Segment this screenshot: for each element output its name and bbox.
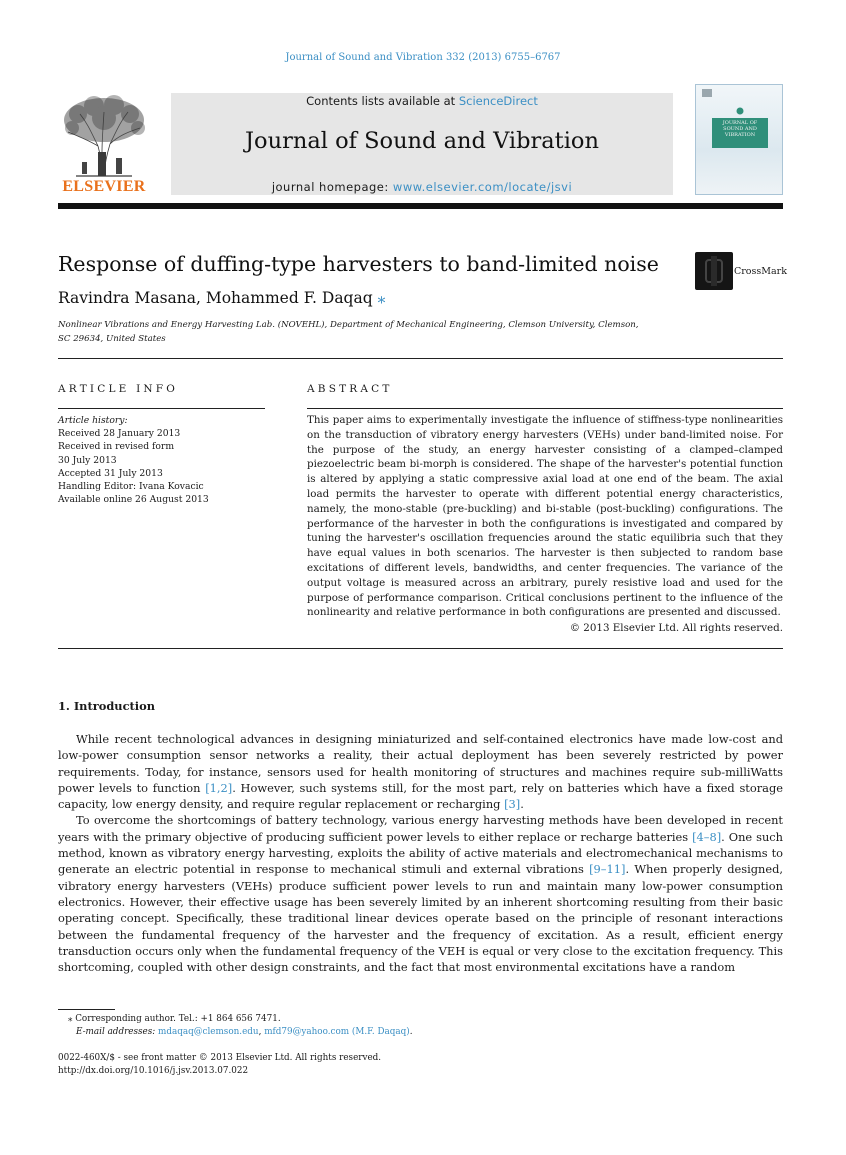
history-item: Received in revised form [58, 441, 175, 453]
abstract-copyright: © 2013 Elsevier Ltd. All rights reserved. [569, 622, 783, 634]
footnote-text: Corresponding author. Tel.: +1 864 656 7471. [75, 1014, 281, 1024]
email-end: . [409, 1027, 413, 1037]
footnote-emails [76, 1026, 412, 1039]
history-item: Handling Editor: Ivana Kovacic [58, 481, 204, 493]
email-label: E-mail addresses: [76, 1027, 156, 1037]
introduction-body [58, 731, 783, 975]
paragraph-1 [58, 731, 783, 812]
elsevier-wordmark: ELSEVIER [62, 178, 146, 195]
footnote-rule [58, 1009, 115, 1010]
journal-cover-thumbnail[interactable] [695, 84, 783, 195]
homepage-prefix: journal homepage: [271, 180, 393, 194]
footnote-corresponding [58, 1013, 281, 1026]
issn-line: 0022-460X/$ - see front matter © 2013 Elsevier Ltd. All rights reserved. [58, 1053, 382, 1063]
paragraph-2 [58, 812, 783, 975]
history-item: Available online 26 August 2013 [58, 494, 209, 506]
cover-title: JOURNAL OF SOUND AND VIBRATION [722, 120, 758, 139]
contents-prefix: Contents lists available at [306, 94, 459, 108]
citation-link[interactable]: [1,2] [205, 780, 233, 795]
text-run: While recent technological advances in designing miniaturized and self-contained electronics have made low-cost and low-power consumption sensor networks a reality, their actual deployment has been severely restricted by power requirements. Today, for instance, sensors used for health monitoring of structures and machines require sub-milliWatts power levels to function [58, 732, 783, 795]
running-head[interactable]: Journal of Sound and Vibration 332 (2013) 6755–6767 [285, 52, 561, 63]
article-info-rule [58, 408, 265, 409]
article-title: Response of duffing-type harvesters to band-limited noise [58, 252, 659, 276]
abstract-rule [307, 408, 783, 409]
email-link-2[interactable]: mfd79@yahoo.com (M.F. Daqaq) [264, 1027, 410, 1037]
authors [58, 289, 385, 307]
abstract-heading: ABSTRACT [307, 383, 393, 395]
citation-link[interactable]: [9–11] [589, 862, 626, 877]
text-run: To overcome the shortcomings of battery technology, various energy harvesting methods have been developed in recent years with the primary objective of producing sufficient power levels to either replace or recharge batteries [58, 813, 783, 844]
citation-link[interactable]: [3] [504, 797, 521, 812]
footnote-mark: ⁎ [68, 1014, 73, 1024]
author-names: Ravindra Masana, Mohammed F. Daqaq [58, 289, 373, 307]
crossmark-icon[interactable] [695, 252, 733, 290]
history-item: 30 July 2013 [58, 454, 117, 466]
history-item: Received 28 January 2013 [58, 428, 181, 440]
section-heading: 1. Introduction [58, 699, 155, 713]
crossmark-label[interactable]: CrossMark [734, 266, 787, 277]
article-history [58, 414, 209, 506]
divider-bottom [58, 648, 783, 649]
cover-publisher-icon [702, 89, 712, 97]
sciencedirect-link[interactable]: ScienceDirect [458, 94, 538, 108]
affiliation [58, 319, 678, 346]
article-info-heading: ARTICLE INFO [58, 383, 179, 395]
contents-line [171, 94, 673, 108]
text-run: . One such method, known as vibratory energy harvesting, exploits the ability of active materials and electromechanical mechanisms to generate an electric potential in response to mechanical stimuli and external vibrations [58, 829, 783, 877]
history-item: Accepted 31 July 2013 [58, 467, 163, 479]
affiliation-line-2: SC 29634, United States [58, 333, 166, 344]
homepage-link[interactable]: www.elsevier.com/locate/jsvi [392, 180, 573, 194]
header-rule [58, 203, 783, 209]
text-run: . However, such systems still, for the most part, rely on batteries which have a fixed storage capacity, low energy density, and require regular replacement or recharging [58, 780, 783, 812]
crossmark-symbol-icon [695, 252, 733, 290]
email-separator: , [258, 1027, 265, 1037]
text-run: . [520, 797, 524, 812]
text-run: . When properly designed, vibratory energy harvesters (VEHs) produce sufficient power levels to run and maintain many low-power consumption electronics. However, their effective usage has been severely limited by an inherent shortcoming resulting from their basic operating concept. Specifically, these traditional linear devices operate based on the principle of resonant interactions between the fundamental frequency of the harvester and the frequency of excitation. As a result, efficient energy transduction occurs only when the fundamental frequency of the VEH is equal or very close to the excitation frequency. This shortcoming, coupled with other design constraints, and the fact that most environmental excitations have a random [58, 862, 783, 975]
homepage-line [171, 180, 673, 194]
divider-top [58, 358, 783, 359]
citation-link[interactable]: [4–8] [692, 829, 722, 844]
doi-link[interactable]: http://dx.doi.org/10.1016/j.jsv.2013.07.022 [58, 1066, 249, 1076]
cover-emblem-icon [736, 107, 744, 115]
affiliation-line-1: Nonlinear Vibrations and Energy Harvesting Lab. (NOVEHL), Department of Mechanical Engineering, Clemson University, Clemson, [58, 320, 639, 330]
email-link-1[interactable]: mdaqaq@clemson.edu [158, 1027, 259, 1037]
corresponding-author-mark[interactable]: ⁎ [377, 289, 386, 307]
journal-title: Journal of Sound and Vibration [245, 128, 599, 154]
history-label: Article history: [58, 415, 128, 426]
abstract-text: This paper aims to experimentally investigate the influence of stiffness-type nonlinearities on the transduction of vibratory energy harvesters (VEHs) under band-limited noise. For the purpose of the study, an energy harvester consisting of a clamped–clamped piezoelectric beam bi-morph is considered. The shape of the harvester's potential function is altered by applying a static compressive axial load at one end of the beam. The axial load permits the harvester to operate with different potential energy characteristics, namely, the mono-stable (pre-buckling) and bi-stable (post-buckling) configurations. The performance of the harvester in both the configurations is investigated and compared by tuning the harvester's oscillation frequencies around the static equilibria such that they have equal values in both scenarios. The harvester is then subjected to random base excitations of different levels, bandwidths, and center frequencies. The variance of the output voltage is measured across an arbitrary, purely resistive load and used for the purpose of performance comparison. Critical conclusions pertinent to the influence of the nonlinearity and relative performance in both configurations are presented and discussed. [307, 414, 783, 619]
